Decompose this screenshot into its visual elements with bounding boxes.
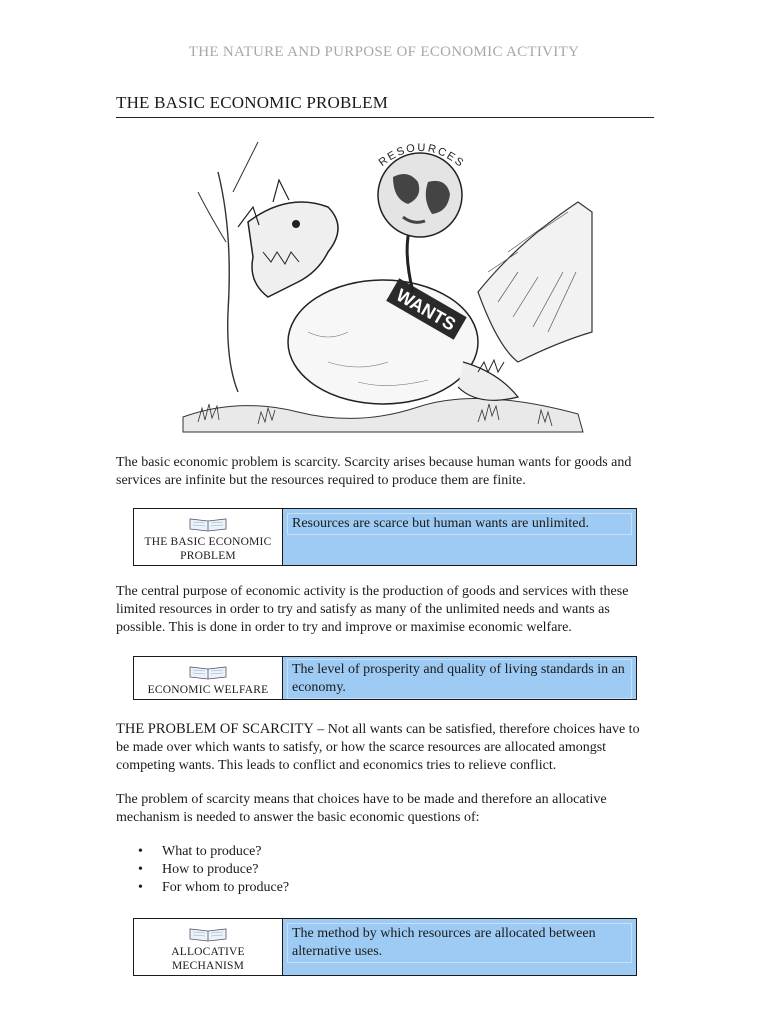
definition-text-area: [283, 657, 636, 699]
definition-text: The level of prosperity and quality of living standards in an economy.: [287, 659, 632, 699]
page-title: THE BASIC ECONOMIC PROBLEM: [116, 93, 654, 118]
list-item: • How to produce?: [116, 861, 289, 879]
book-icon: [188, 925, 228, 943]
scarcity-paragraph: THE PROBLEM OF SCARCITY – Not all wants can be satisfied, therefore choices have to be made over which wants to satisfy, or how the scarce resources are allocated amongst competing wants. This leads to conflict and economics tries to relieve conflict.: [116, 721, 640, 773]
list-item: • For whom to produce?: [116, 879, 289, 897]
definition-label: ALLOCATIVE MECHANISM: [134, 919, 283, 975]
definition-label: ECONOMIC WELFARE: [134, 657, 283, 699]
definition-text: Resources are scarce but human wants are unlimited.: [287, 513, 632, 535]
economic-questions-list: [116, 843, 289, 897]
definition-box-economic-welfare: [133, 656, 637, 700]
definition-label: THE BASIC ECONOMIC PROBLEM: [134, 509, 283, 565]
book-icon: [188, 663, 228, 681]
wants-label: WANTS: [392, 284, 460, 335]
scarcity-heading: THE PROBLEM OF SCARCITY: [116, 721, 314, 737]
definition-text-area: [283, 919, 636, 975]
cartoon-illustration: [178, 132, 594, 434]
resources-label: RESOURCES: [376, 141, 467, 171]
definition-box-basic-problem: [133, 508, 637, 566]
definition-text: The method by which resources are allocated between alternative uses.: [287, 923, 632, 963]
list-item: • What to produce?: [116, 843, 289, 861]
intro-paragraph: The basic economic problem is scarcity. Scarcity arises because human wants for goods and services are infinite but the resources required to produce them are finite.: [116, 455, 632, 488]
purpose-paragraph: The central purpose of economic activity is the production of goods and services with these limited resources in order to try and satisfy as many of the unlimited needs and wants as possible. This is done in order to try and improve or maximise economic welfare.: [116, 584, 629, 635]
allocation-paragraph: The problem of scarcity means that choices have to be made and therefore an allocative mechanism is needed to answer the basic economic questions of:: [116, 792, 607, 825]
definition-text-area: [283, 509, 636, 565]
definition-box-allocative-mechanism: [133, 918, 637, 976]
running-header: THE NATURE AND PURPOSE OF ECONOMIC ACTIVITY: [188, 44, 580, 60]
book-icon: [188, 515, 228, 533]
